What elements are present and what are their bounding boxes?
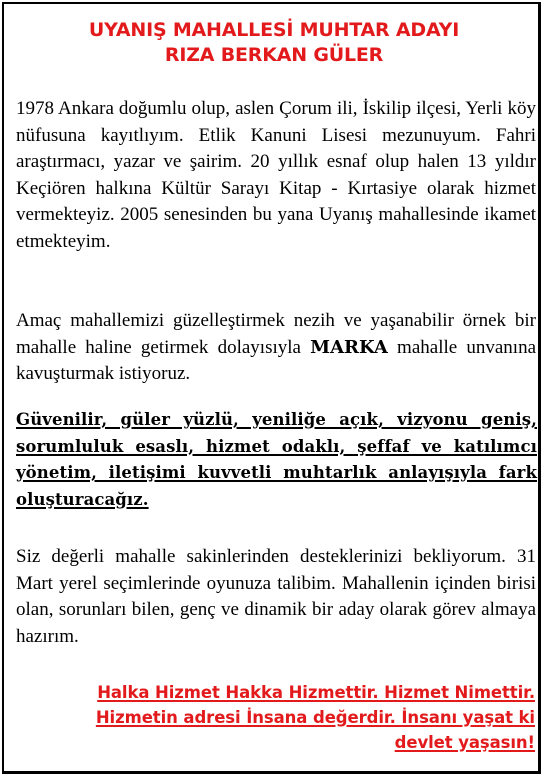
- page-title: [0, 18, 548, 68]
- goal-text-end: mahalle unvanına kavuşturmak istiyoruz.: [16, 336, 537, 384]
- goal-text-start: Amaç mahallemizi güzelleştirmek nezih ve yaşanabilir örnek bir mahalle haline getirmek dolayısıyla: [16, 310, 536, 358]
- title-line-1: UYANIŞ MAHALLESİ MUHTAR ADAYI: [88, 19, 460, 41]
- bio-paragraph: 1978 Ankara doğumlu olup, aslen Çorum ili, İskilip ilçesi, Yerli köy nüfusuna kayıtlıyım. Etlik Kanuni Lisesi mezunuyum. Fahri araştırmacı, yazar ve şairim. 20 yıllık esnaf olup halen 13 yıldır Keçiören halkına Kültür Sarayı Kitap - Kırtasiye olarak hizmet vermekteyiz. 2005 senesinden bu yana Uyanış mahallesinde ikamet etmekteyim.: [16, 98, 536, 252]
- title-line-2: RIZA BERKAN GÜLER: [164, 44, 384, 66]
- slogan-line-1: Halka Hizmet Hakka Hizmettir. Hizmet Nimettir.: [97, 683, 535, 702]
- values-paragraph: Güvenilir, güler yüzlü, yeniliğe açık, vizyonu geniş, sorumluluk esaslı, hizmet odaklı, şeffaf ve katılımcı yönetim, iletişimi kuvvetli muhtarlık anlayışıyla fark oluşturacağız.: [16, 410, 537, 509]
- slogan-line-2: Hizmetin adresi İnsana değerdir. İnsanı yaşat ki: [95, 708, 535, 727]
- goal-paragraph: [16, 308, 536, 388]
- goal-brand-word: MARKA: [310, 336, 388, 358]
- appeal-paragraph: Siz değerli mahalle sakinlerinden desteklerinizi bekliyorum. 31 Mart yerel seçimlerinde oyunuza talibim. Mahallenin içinden birisi olan, sorunları bilen, genç ve dinamik bir aday olarak görev almaya hazırım.: [16, 546, 536, 647]
- slogan-line-3: devlet yaşasın!: [394, 733, 535, 752]
- slogan: [16, 680, 535, 755]
